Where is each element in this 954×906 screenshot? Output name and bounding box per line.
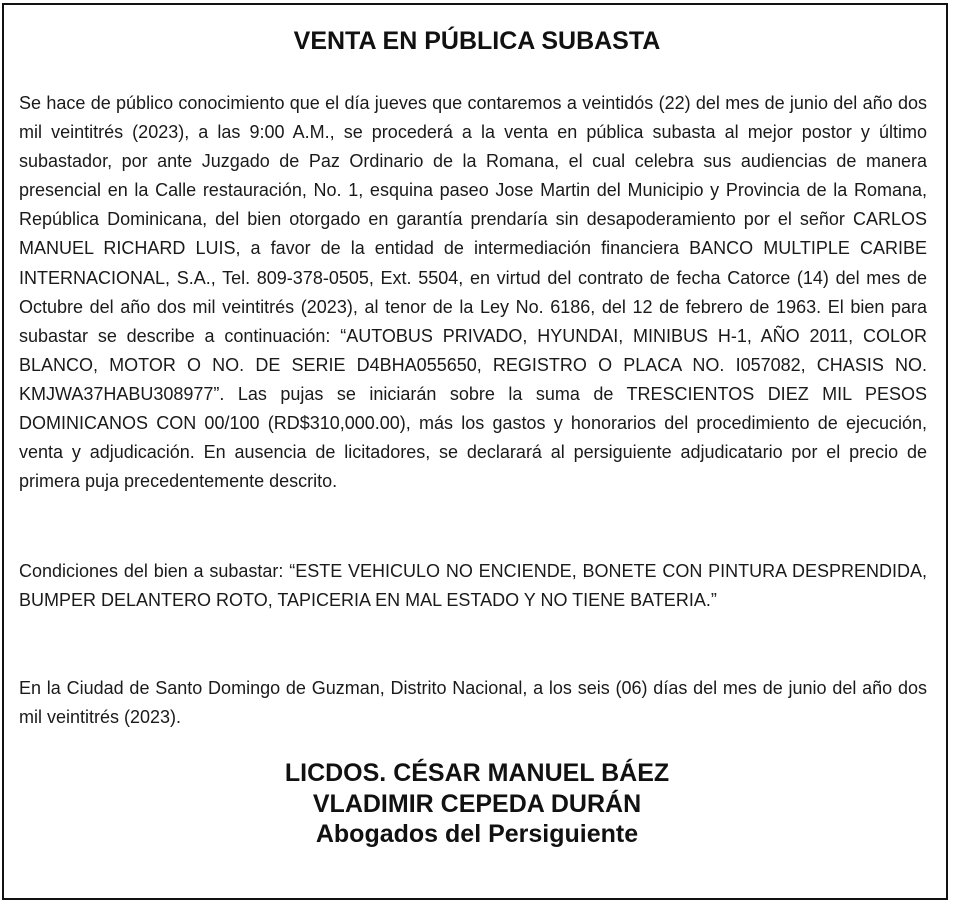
notice-title: VENTA EN PÚBLICA SUBASTA: [293, 27, 661, 55]
signature-block: [0, 758, 954, 850]
auction-details-paragraph: Se hace de público conocimiento que el día jueves que contaremos a veintidós (22) del mes de junio del año dos mil veintitrés (2023), a las 9:00 A.M., se procederá a la venta en pública subasta al mejor postor y último subastador, por ante Juzgado de Paz Ordinario de la Romana, el cual celebra sus audiencias de manera presencial en la Calle restauración, No. 1, esquina paseo Jose Martin del Municipio y Provincia de la Romana, República Dominicana, del bien otorgado en garantía prendaría sin desapoderamiento por el señor CARLOS MANUEL RICHARD LUIS, a favor de la entidad de intermediación financiera BANCO MULTIPLE CARIBE INTERNACIONAL, S.A., Tel. 809-378-0505, Ext. 5504, en virtud del contrato de fecha Catorce (14) del mes de Octubre del año dos mil veintitrés (2023), al tenor de la Ley No. 6186, del 12 de febrero de 1963. El bien para subastar se describe a continuación: “AUTOBUS PRIVADO, HYUNDAI, MINIBUS H-1, AÑO 2011, COLOR BLANCO, MOTOR O NO. DE SERIE D4BHA055650, REGISTRO O PLACA NO. I057082, CHASIS NO. KMJWA37HABU308977”. Las pujas se iniciarán sobre la suma de TRESCIENTOS DIEZ MIL PESOS DOMINICANOS CON 00/100 (RD$310,000.00), más los gastos y honorarios del procedimiento de ejecución, venta y adjudicación. En ausencia de licitadores, se declarará al persiguiente adjudicatario por el precio de primera puja precedentemente descrito.: [19, 93, 927, 492]
signature-line-lawyer-2: VLADIMIR CEPEDA DURÁN: [312, 789, 642, 818]
vehicle-conditions-paragraph: Condiciones del bien a subastar: “ESTE VEHICULO NO ENCIENDE, BONETE CON PINTURA DESPRENDIDA, BUMPER DELANTERO ROTO, TAPICERIA EN MAL ESTADO Y NO TIENE BATERIA.”: [19, 561, 927, 611]
signature-line-lawyer-1: LICDOS. CÉSAR MANUEL BÁEZ: [284, 759, 670, 787]
place-date-paragraph: En la Ciudad de Santo Domingo de Guzman, Distrito Nacional, a los seis (06) días del mes de junio del año dos mil veintitrés (2023).: [19, 678, 927, 728]
signature-line-role: Abogados del Persiguiente: [315, 820, 639, 848]
